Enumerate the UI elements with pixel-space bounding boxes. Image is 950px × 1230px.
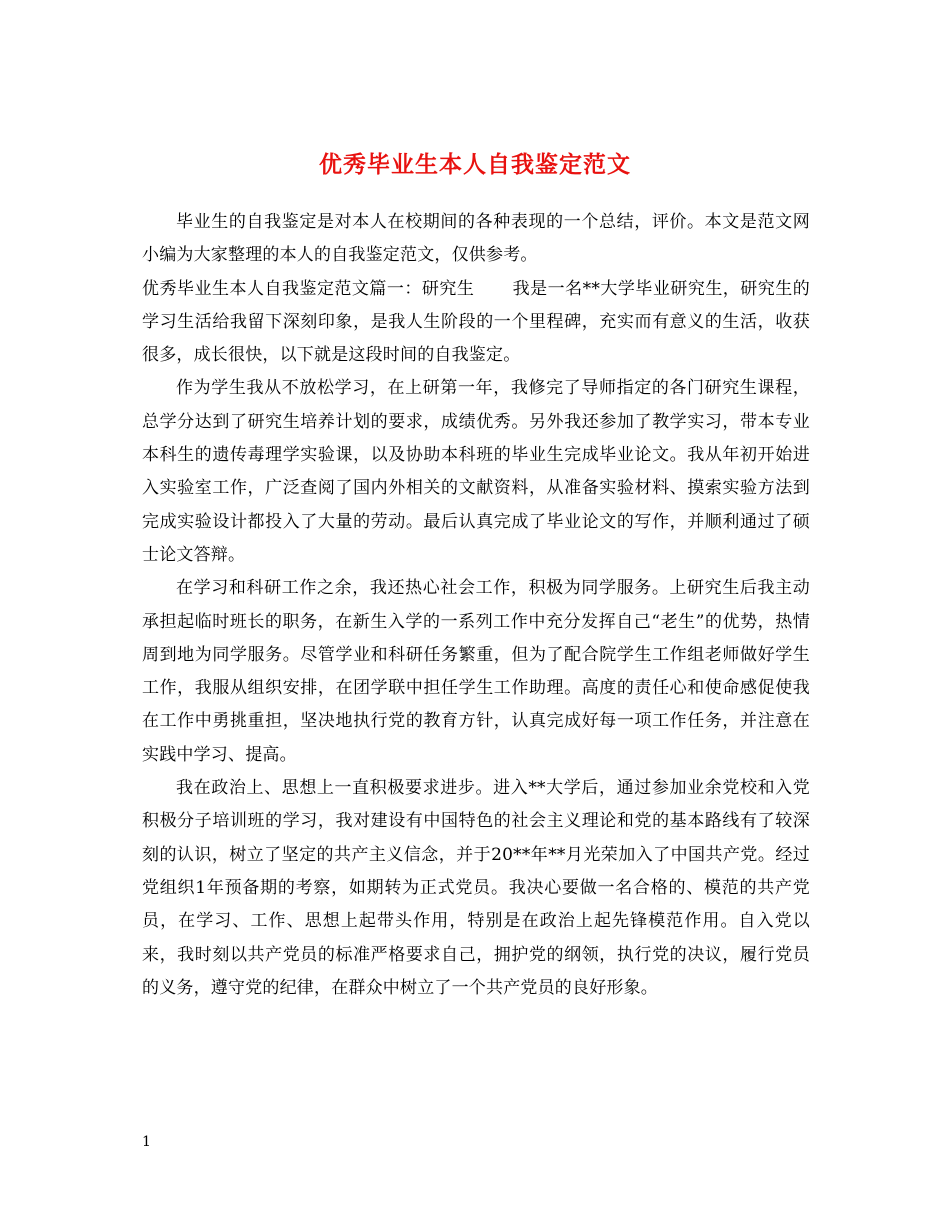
intro-paragraph: 毕业生的自我鉴定是对本人在校期间的各种表现的一个总结，评价。本文是范文网小编为大家整理的本人的自我鉴定范文，仅供参考。 bbox=[142, 212, 810, 266]
political-paragraph: 我在政治上、思想上一直积极要求进步。进入**大学后，通过参加业余党校和入党积极分子培训班的学习，我对建设有中国特色的社会主义理论和党的基本路线有了较深刻的认识，树立了坚定的共产主义信念，并于20**年**月光荣加入了中国共产党。经过党组织1年预备期的考察，如期转为正式党员。我决心要做一名合格的、模范的共产党员，在学习、工作、思想上起带头作用，特别是在政治上起先锋模范作用。自入党以来，我时刻以共产党员的标准严格要求自己，拥护党的纲领，执行党的决议，履行党员的义务，遵守党的纪律，在群众中树立了一个共产党员的良好形象。 bbox=[142, 778, 810, 998]
section-paragraph bbox=[142, 273, 810, 373]
document-body bbox=[142, 206, 810, 1005]
section-first-text: 我是一名**大学毕业研究生，研究生的学习生活给我留下深刻印象，是我人生阶段的一个里程碑，充实而有意义的生活，收获很多，成长很快，以下就是这段时间的自我鉴定。 bbox=[142, 278, 810, 366]
document-title: 优秀毕业生本人自我鉴定范文 bbox=[319, 151, 631, 179]
study-paragraph: 作为学生我从不放松学习，在上研第一年，我修完了导师指定的各门研究生课程，总学分达到了研究生培养计划的要求，成绩优秀。另外我还参加了教学实习，带本专业本科生的遗传毒理学实验课，以及协助本科班的毕业生完成毕业论文。我从年初开始进入实验室工作，广泛查阅了国内外相关的文献资料，从准备实验材料、摸索实验方法到完成实验设计都投入了大量的劳动。最后认真完成了毕业论文的写作，并顺利通过了硕士论文答辩。 bbox=[142, 378, 810, 565]
section-heading: 优秀毕业生本人自我鉴定范文篇一：研究生 bbox=[142, 278, 475, 299]
service-paragraph: 在学习和科研工作之余，我还热心社会工作，积极为同学服务。上研究生后我主动承担起临时班长的职务，在新生入学的一系列工作中充分发挥自己“老生”的优势，热情周到地为同学服务。尽管学业和科研任务繁重，但为了配合院学生工作组老师做好学生工作，我服从组织安排，在团学联中担任学生工作助理。高度的责任心和使命感促使我在工作中勇挑重担，坚决地执行党的教育方针，认真完成好每一项工作任务，并注意在实践中学习、提高。 bbox=[142, 578, 810, 765]
page-number: 1 bbox=[142, 1134, 151, 1150]
